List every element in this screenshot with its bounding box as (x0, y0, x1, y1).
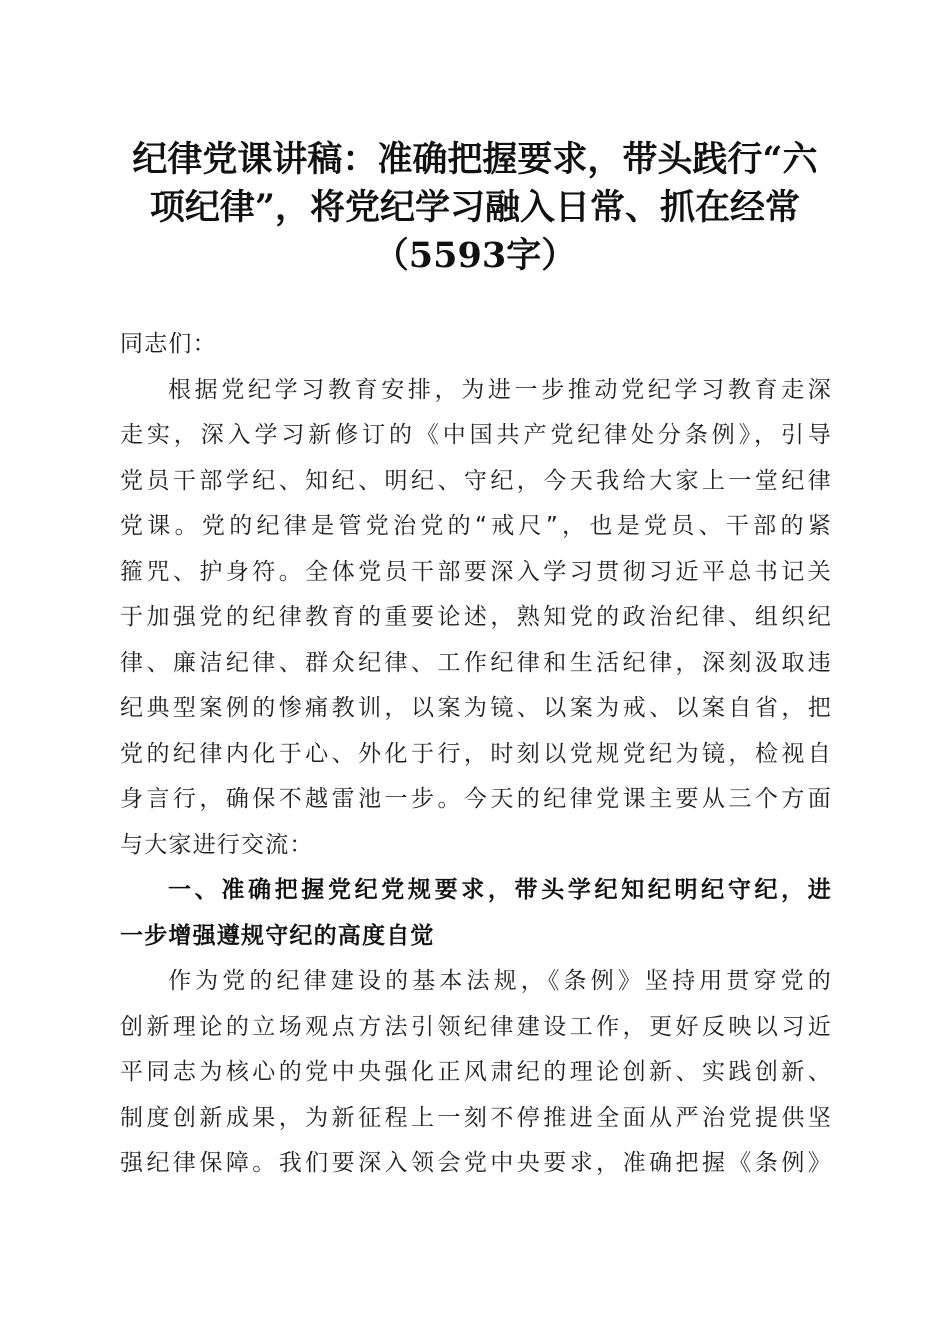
heading-line: 一步增强遵规守纪的高度自觉 (120, 922, 435, 949)
document-title (110, 136, 840, 280)
title-line: （5593字） (373, 235, 577, 276)
document-body (120, 322, 832, 1187)
title-line: 项纪律”，将党纪学习融入日常、抓在经常 (149, 187, 801, 228)
paragraph-line: 于加强党的纪律教育的重要论述，熟知党的政治纪律、组织纪 (120, 604, 832, 630)
paragraph-line: 党课。党的纪律是管党治党的“戒尺”，也是党员、干部的紧 (120, 513, 832, 539)
paragraph-section-1 (120, 959, 832, 1187)
paragraph-line: 纪典型案例的惨痛教训，以案为镜、以案为戒、以案自省，把 (120, 695, 832, 721)
paragraph-line: 走实，深入学习新修订的《中国共产党纪律处分条例》，引导 (120, 422, 832, 448)
paragraph-line: 创新理论的立场观点方法引领纪律建设工作，更好反映以习近 (120, 1013, 832, 1040)
paragraph-line: 作为党的纪律建设的基本法规，《条例》坚持用贯穿党的 (168, 968, 832, 994)
paragraph-intro (120, 368, 832, 869)
heading-line: 一、准确把握党纪党规要求，带头学纪知纪明纪守纪，进 (168, 877, 832, 903)
paragraph-line: 根据党纪学习教育安排，为进一步推动党纪学习教育走深 (168, 376, 832, 403)
paragraph-line: 箍咒、护身符。全体党员干部要深入学习贯彻习近平总书记关 (120, 558, 832, 585)
paragraph-line: 身言行，确保不越雷池一步。今天的纪律党课主要从三个方面 (120, 786, 832, 812)
section-heading-1 (120, 868, 832, 959)
title-line: 纪律党课讲稿：准确把握要求，带头践行“六 (132, 139, 818, 180)
paragraph-line: 平同志为核心的党中央强化正风肃纪的理论创新、实践创新、 (120, 1059, 832, 1085)
paragraph-line: 强纪律保障。我们要深入领会党中央要求，准确把握《条例》 (120, 1150, 832, 1176)
paragraph-line: 党的纪律内化于心、外化于行，时刻以党规党纪为镜，检视自 (120, 740, 832, 767)
paragraph-line: 与大家进行交流： (120, 831, 314, 858)
salutation: 同志们： (120, 331, 217, 357)
paragraph-line: 党员干部学纪、知纪、明纪、守纪，今天我给大家上一堂纪律 (120, 467, 832, 494)
paragraph-line: 制度创新成果，为新征程上一刻不停推进全面从严治党提供坚 (120, 1104, 832, 1131)
paragraph-line: 律、廉洁纪律、群众纪律、工作纪律和生活纪律，深刻汲取违 (120, 649, 832, 676)
